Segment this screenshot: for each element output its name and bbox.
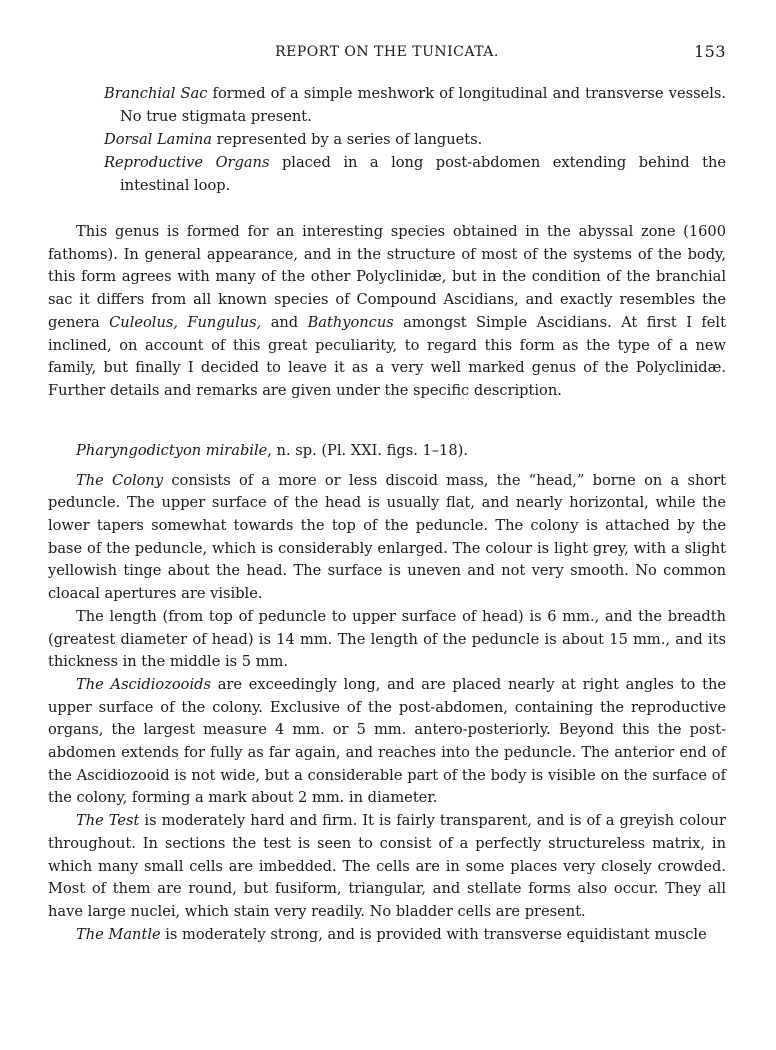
paragraph-colony xyxy=(48,470,726,606)
species-heading xyxy=(48,439,726,462)
definition-text: formed of a simple meshwork of longitudinal and transverse vessels. No true stigmata present. xyxy=(120,85,726,125)
paragraph-dimensions xyxy=(48,606,726,674)
definition-item xyxy=(104,151,726,197)
genus-names-italic: Culeolus, Fungulus, xyxy=(109,313,262,331)
definition-text: placed in a long post-abdomen extending behind the intestinal loop. xyxy=(120,154,726,194)
paragraph-ascidiozooids xyxy=(48,674,726,810)
paragraph-lead: The Mantle xyxy=(76,925,161,943)
definition-term: Reproductive Organs xyxy=(104,154,270,171)
paragraph-lead: The Test xyxy=(76,812,140,830)
definition-text: represented by a series of languets. xyxy=(211,131,483,148)
paragraph-lead: The Ascidiozooids xyxy=(76,675,211,693)
genus-definitions xyxy=(48,82,726,197)
paragraph-mantle xyxy=(48,924,726,947)
paragraph-text: consists of a more or less discoid mass, the “head,” borne on a short peduncle. The upper surface of the head is usually flat, and nearly horizontal, while the lower tapers somewhat towards the top of the peduncle. The colony is attached by the base of the peduncle, which is considerably enlarged. The colour is light grey, with a slight yellowish tinge about the head. The surface is uneven and not very smooth. No common cloacal apertures are visible. xyxy=(48,471,726,603)
paragraph-text: is moderately strong, and is provided with transverse equidistant muscle xyxy=(160,925,707,943)
genus-paragraph xyxy=(48,221,726,403)
paragraph-text: are exceedingly long, and are placed nearly at right angles to the upper surface of the colony. Exclusive of the post-abdomen, containing the reproductive organs, the largest measure 4 mm. or 5 mm. antero-posteriorly. Beyond this the post-abdomen extends for fully as far again, and reaches into the peduncle. The anterior end of the Ascidiozooid is not wide, but a considerable part of the body is visible on the surface of the colony, forming a mark about 2 mm. in diameter. xyxy=(48,675,726,807)
genus-name-italic: Bathyoncus xyxy=(307,313,394,331)
species-name: Pharyngodictyon mirabile xyxy=(76,441,268,459)
genus-text-part2: amongst Simple Ascidians. At first I felt inclined, on account of this great peculiarity, to regard this form as the type of a new family, but finally I decided to leave it as a very well marked genus of the Polyclinidæ. Further details and remarks are given under the specific description. xyxy=(48,313,726,399)
genus-text-and: and xyxy=(261,313,308,331)
running-header xyxy=(48,40,726,68)
definition-term: Dorsal Lamina xyxy=(104,131,212,148)
paragraph-lead: The Colony xyxy=(76,471,164,489)
definition-item xyxy=(104,82,726,128)
paragraph-test xyxy=(48,810,726,924)
species-reference: , n. sp. (Pl. XXI. figs. 1–18). xyxy=(267,441,468,459)
running-title: REPORT ON THE TUNICATA. xyxy=(275,44,499,60)
page-number: 153 xyxy=(693,42,726,61)
definition-term: Branchial Sac xyxy=(104,85,208,102)
definition-item xyxy=(104,128,726,151)
paragraph-text: is moderately hard and firm. It is fairly transparent, and is of a greyish colour throughout. In sections the test is seen to consist of a perfectly structureless matrix, in which many small cells are imbedded. The cells are in some places very closely crowded. Most of them are round, but fusiform, triangular, and stellate forms also occur. They all have large nuclei, which stain very readily. No bladder cells are present. xyxy=(48,812,727,920)
paragraph-text: The length (from top of peduncle to upper surface of head) is 6 mm., and the breadth (greatest diameter of head) is 14 mm. The length of the peduncle is about 15 mm., and its thickness in the middle is 5 mm. xyxy=(48,607,726,671)
genus-text-part1: This genus is formed for an interesting species obtained in the abyssal zone (1600 fathoms). In general appearance, and in the structure of most of the systems of the body, this form agrees with many of the other Polyclinidæ, but in the condition of the branchial sac it differs from all known species of Compound Ascidians, and exactly resembles the genera xyxy=(48,223,726,331)
